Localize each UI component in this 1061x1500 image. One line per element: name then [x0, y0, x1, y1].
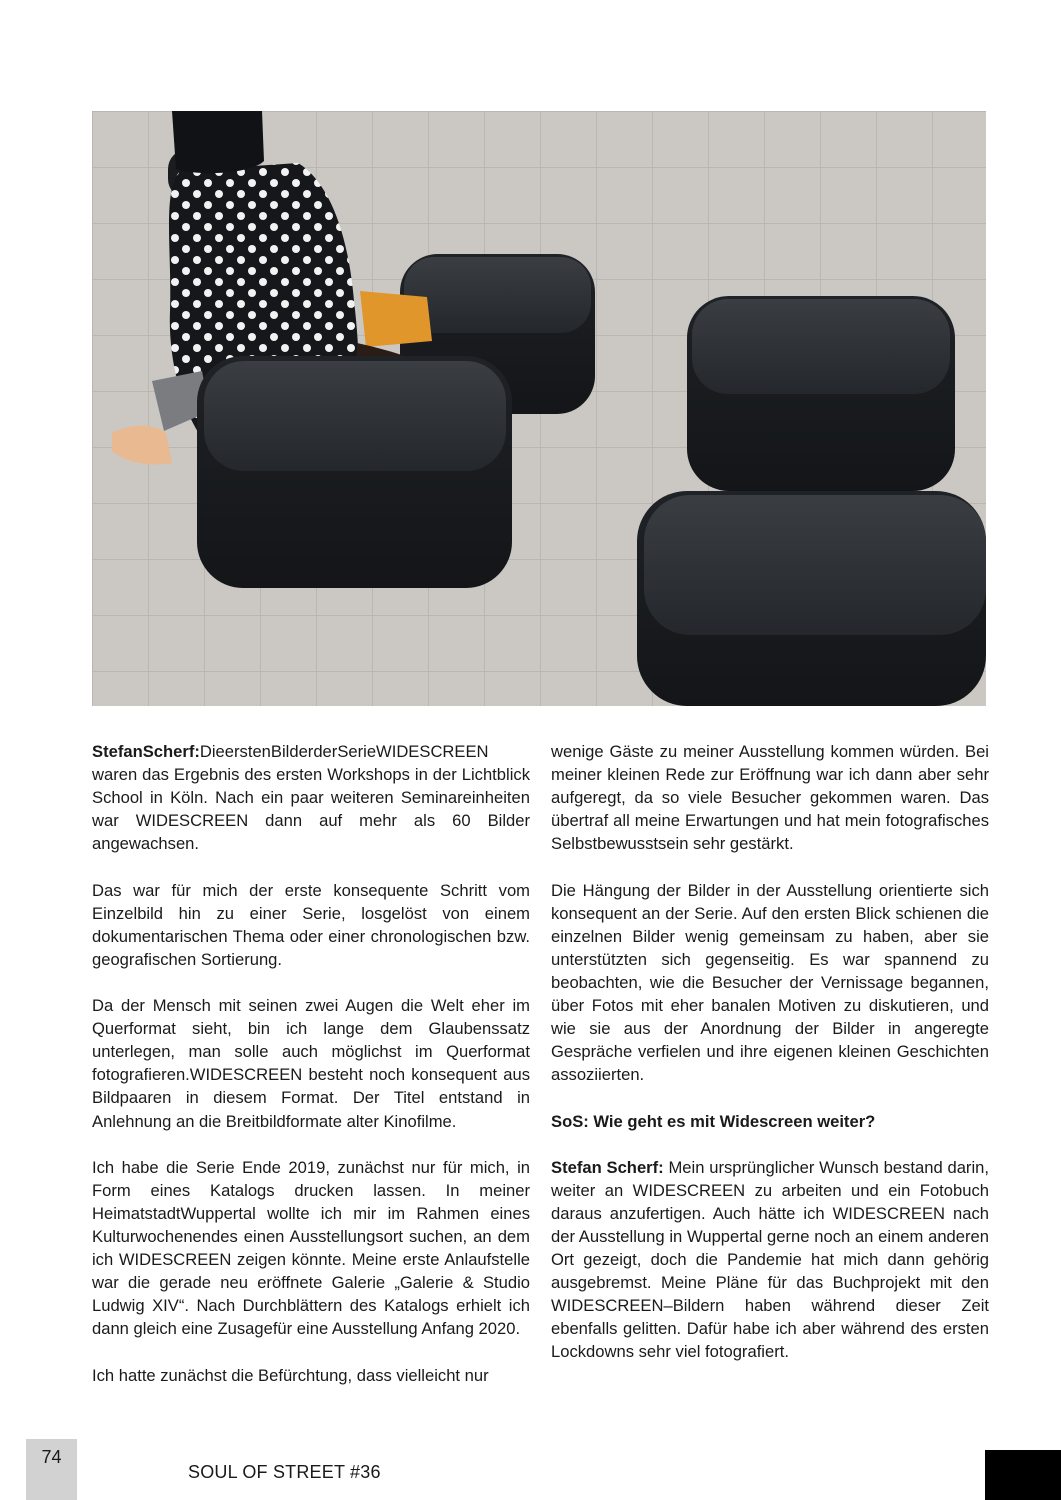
- page-number-box: [26, 1439, 77, 1500]
- interview-question: SoS: Wie geht es mit Widescreen weiter?: [551, 1111, 876, 1131]
- magazine-title: SOUL OF STREET #36: [188, 1462, 381, 1482]
- paragraph-text: DieerstenBilderderSerieWIDESCREEN waren das Ergebnis des ersten Workshops in der Lichtblick School in Köln. Nach ein paar weiteren Seminareinheiten war WIDESCREEN dann auf mehr als 60 Bilder angewachsen.: [92, 742, 530, 854]
- article-paragraph: Ich habe die Serie Ende 2019, zunächst nur für mich, in Form eines Katalogs drucken lassen. In meiner HeimatstadtWuppertal wollte ich mir im Rahmen eines Kulturwochenendes einen Ausstellungsort suchen, an dem ich WIDESCREEN zeigen könnte. Meine erste Anlaufstelle war die gerade neu eröffnete Galerie „Galerie & Studio Ludwig XIV“. Nach Durchblättern des Katalogs erhielt ich dann gleich eine Zusagefür eine Ausstellung Anfang 2020.: [92, 1157, 530, 1339]
- article-paragraph: Da der Mensch mit seinen zwei Augen die Welt eher im Querformat sieht, bin ich lange dem Glaubenssatz unterlegen, man solle auch möglichst im Querformat fotografieren.WIDESCREEN besteht noch konsequent aus Bildpaaren in diesem Format. Der Titel entstand in Anlehnung an die Breitbildformate alter Kinofilme.: [92, 996, 530, 1131]
- article-paragraph: Die Hängung der Bilder in der Ausstellung orientierte sich konsequent an der Serie. Auf den ersten Blick schienen die einzelnen Bilder wenig gemeinsam zu haben, aber sie unterstützten sich gegenseitig. Es war spannend zu beobachten, wie die Besucher der Vernissage begannen, über Fotos mit eher banalen Motiven zu diskutieren, und wie sie aus der Anordnung der Bilder in angeregte Gespräche verfielen und ihre eigenen kleinen Geschichten assoziierten.: [551, 880, 989, 1085]
- article-paragraph: Das war für mich der erste konsequente Schritt vom Einzelbild hin zu einer Serie, losgelöst von einem dokumentarischen Thema oder einer chronologischen bzw. geografischen Sortierung.: [92, 880, 530, 969]
- article-left-column: [92, 740, 530, 1387]
- article-paragraph: wenige Gäste zu meiner Ausstellung kommen würden. Bei meiner kleinen Rede zur Eröffnung war ich dann aber sehr aufgeregt, da so viele Besucher gekommen waren. Das übertraf all meine Erwartungen und hat mein fotografisches Selbstbewusstsein sehr gestärkt.: [551, 742, 989, 854]
- corner-block: [985, 1450, 1061, 1500]
- speaker-label: StefanScherf:: [92, 742, 200, 761]
- paragraph-text: Mein ursprünglicher Wunsch bestand darin, weiter an WIDESCREEN zu arbeiten und ein Fotobuch daraus anzufertigen. Auch hätte ich WIDESCREEN nach der Ausstellung in Wuppertal gerne noch an einem anderen Ort gezeigt, doch die Pandemie hat mich dann gehörig ausgebremst. Meine Pläne für das Buchprojekt mit den WIDESCREEN–Bildern haben während dieser Zeit ebenfalls gelitten. Dafür habe ich aber während des ersten Lockdowns sehr viel fotografiert.: [551, 1157, 989, 1362]
- article-right-column: [551, 740, 989, 1364]
- article-paragraph: [551, 1156, 989, 1364]
- article-paragraph: [92, 740, 530, 855]
- speaker-label: Stefan Scherf:: [551, 1157, 664, 1177]
- page-number: 74: [41, 1447, 62, 1467]
- article-paragraph: Ich hatte zunächst die Befürchtung, dass vielleicht nur: [92, 1365, 489, 1385]
- article-photo: [92, 111, 986, 706]
